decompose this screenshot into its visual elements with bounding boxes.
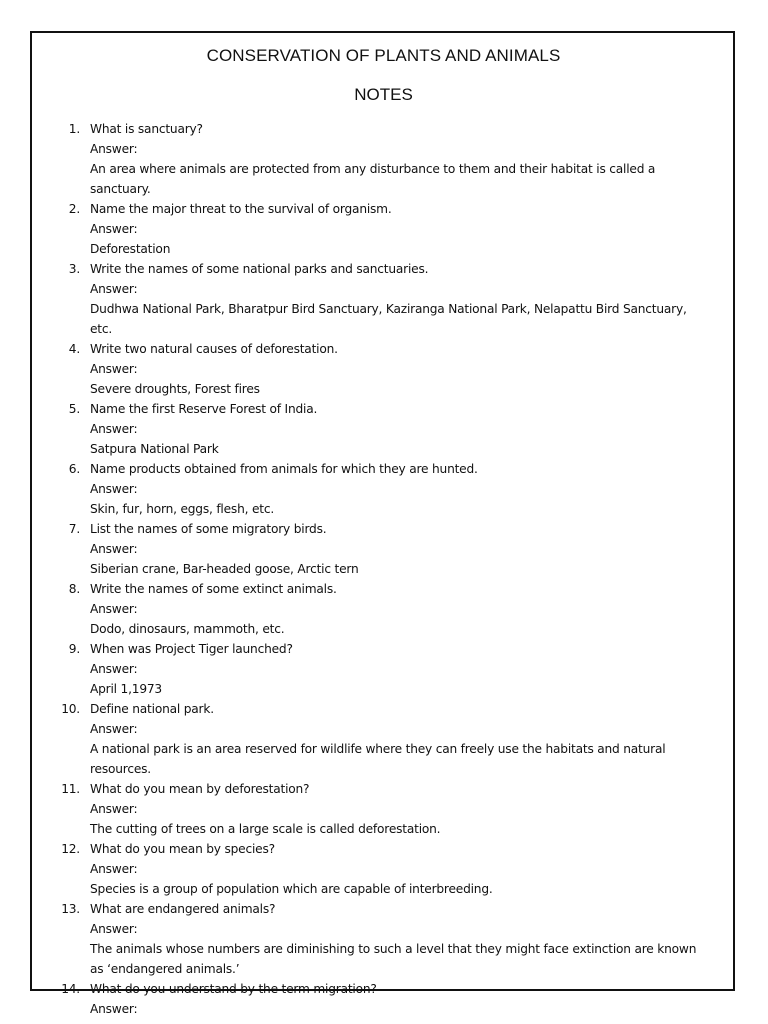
question-text: What are endangered animals? [90,902,276,916]
question-number: 3. [68,262,80,276]
question-text: Name the first Reserve Forest of India. [90,402,318,416]
question-item [60,699,710,779]
question-item [60,579,710,639]
question-number: 5. [68,402,80,416]
answer-label: Answer: [90,1002,138,1016]
document-title: CONSERVATION OF PLANTS AND ANIMALS [206,46,561,65]
question-item [60,399,710,459]
answer-label: Answer: [90,282,138,296]
answer-label: Answer: [90,802,138,816]
question-text: What do you mean by species? [90,842,275,856]
question-text: Write two natural causes of deforestation. [90,342,338,356]
question-text: Define national park. [90,702,214,716]
question-number: 13. [61,902,80,916]
answer-text: Deforestation [90,242,171,256]
question-number: 2. [68,202,80,216]
question-text: What do you understand by the term migration? [90,982,377,996]
answer-text: The animals whose numbers are diminishing to such a level that they might face extinction are known as ‘endangered animals.’ [90,942,697,976]
answer-text: A national park is an area reserved for wildlife where they can freely use the habitats and natural resources. [90,742,666,776]
question-item [60,119,710,199]
answer-text: Siberian crane, Bar-headed goose, Arctic tern [90,562,359,576]
question-text: Name the major threat to the survival of organism. [90,202,392,216]
question-number: 7. [68,522,80,536]
question-item [60,519,710,579]
question-number: 14. [61,982,80,996]
question-number: 6. [68,462,80,476]
answer-text: Dudhwa National Park, Bharatpur Bird Sanctuary, Kaziranga National Park, Nelapattu Bird Sanctuary, etc. [90,302,687,336]
question-number: 1. [68,122,80,136]
question-list [60,119,710,1019]
question-item [60,199,710,259]
question-text: List the names of some migratory birds. [90,522,327,536]
question-text: Write the names of some national parks and sanctuaries. [90,262,429,276]
question-item [60,259,710,339]
answer-label: Answer: [90,142,138,156]
answer-label: Answer: [90,922,138,936]
answer-label: Answer: [90,722,138,736]
question-text: Name products obtained from animals for which they are hunted. [90,462,478,476]
answer-text: The cutting of trees on a large scale is called deforestation. [90,822,441,836]
question-number: 12. [61,842,80,856]
answer-label: Answer: [90,482,138,496]
answer-label: Answer: [90,542,138,556]
question-number: 8. [68,582,80,596]
question-text: Write the names of some extinct animals. [90,582,337,596]
answer-label: Answer: [90,422,138,436]
document-subtitle: NOTES [354,85,413,104]
answer-text: Severe droughts, Forest fires [90,382,260,396]
question-item [60,779,710,839]
answer-text: Species is a group of population which are capable of interbreeding. [90,882,493,896]
question-item [60,639,710,699]
question-item [60,459,710,519]
question-number: 11. [61,782,80,796]
answer-text: April 1,1973 [90,682,162,696]
answer-text: Dodo, dinosaurs, mammoth, etc. [90,622,285,636]
question-text: When was Project Tiger launched? [90,642,293,656]
answer-label: Answer: [90,862,138,876]
question-number: 10. [61,702,80,716]
question-text: What is sanctuary? [90,122,203,136]
answer-label: Answer: [90,602,138,616]
question-text: What do you mean by deforestation? [90,782,310,796]
question-number: 9. [68,642,80,656]
answer-label: Answer: [90,662,138,676]
question-number: 4. [68,342,80,356]
answer-label: Answer: [90,362,138,376]
answer-text: Skin, fur, horn, eggs, flesh, etc. [90,502,274,516]
question-item [60,899,710,979]
question-item [60,979,710,1019]
question-item [60,339,710,399]
answer-text: An area where animals are protected from any disturbance to them and their habitat is called a sanctuary. [90,162,656,196]
answer-label: Answer: [90,222,138,236]
answer-text: Satpura National Park [90,442,219,456]
question-item [60,839,710,899]
